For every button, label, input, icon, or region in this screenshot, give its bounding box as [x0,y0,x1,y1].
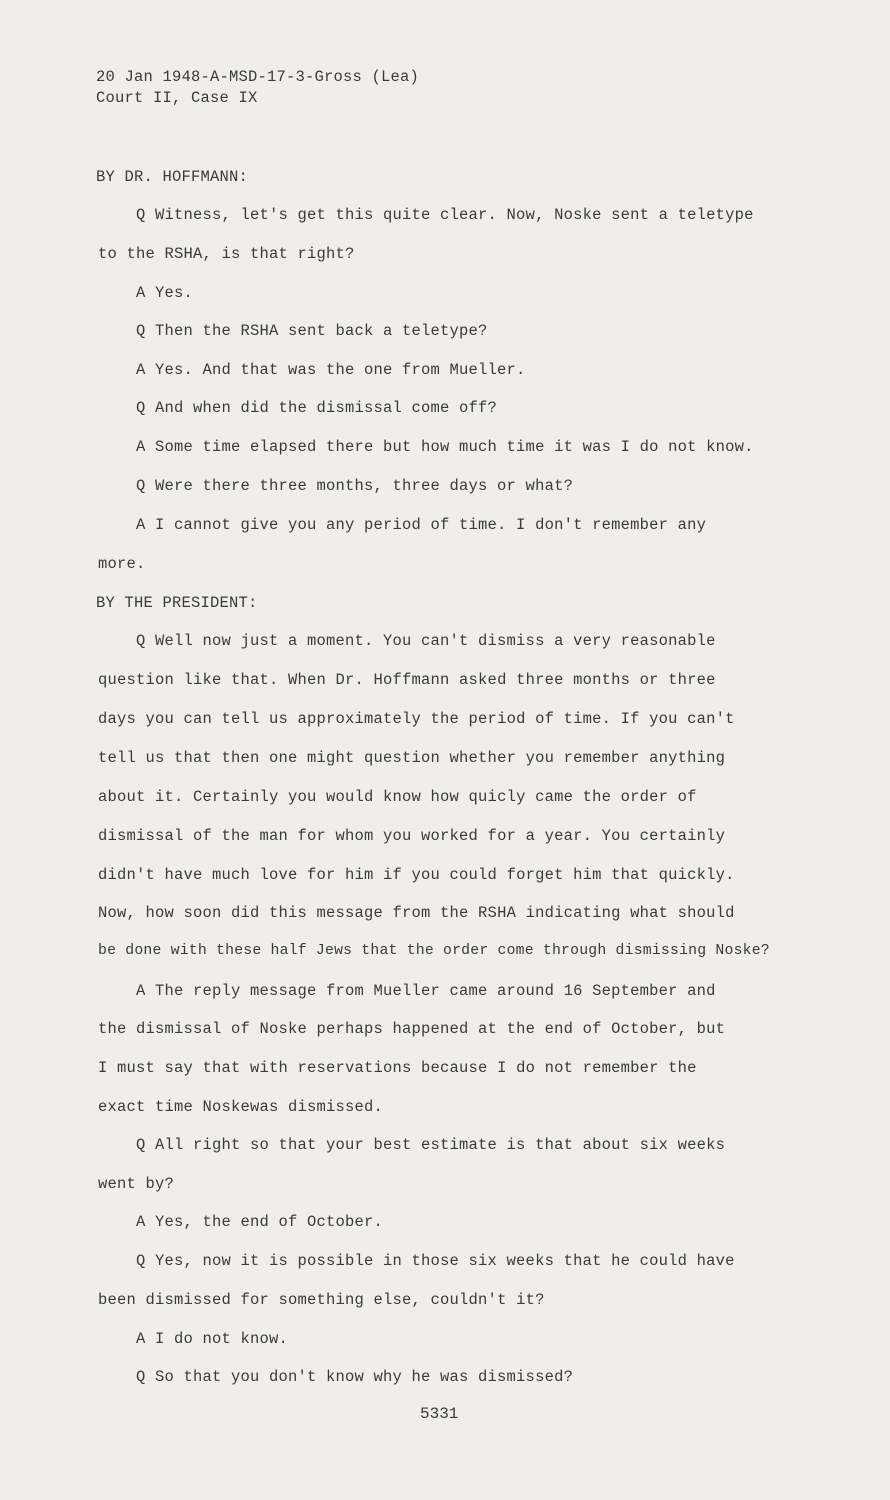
text-line: dismissal of the man for whom you worked for a year. You certainly [98,827,726,845]
text-line: Q So that you don't know why he was dismissed? [136,1368,574,1386]
text-line: I must say that with reservations because I do not remember the [98,1059,697,1077]
text-line: days you can tell us approximately the period of time. If you can't [98,710,735,728]
text-line: Q Were there three months, three days or what? [136,477,574,495]
text-line: tell us that then one might question whether you remember anything [98,749,726,767]
text-line: Q Yes, now it is possible in those six weeks that he could have [136,1252,735,1270]
speaker-heading: BY THE PRESIDENT: [96,594,258,612]
text-line: the dismissal of Noske perhaps happened at the end of October, but [98,1020,726,1038]
header-line-2: Court II, Case IX [96,89,258,107]
text-line: went by? [98,1175,175,1193]
header-line-1: 20 Jan 1948-A-MSD-17-3-Gross (Lea) [96,68,420,86]
text-line: A Yes. And that was the one from Mueller. [136,361,526,379]
page-number: 5331 [420,1405,459,1423]
text-line: Q Well now just a moment. You can't dismiss a very reasonable [136,632,716,650]
text-line: Q And when did the dismissal come off? [136,399,498,417]
text-line: more. [98,555,146,573]
text-line: A I do not know. [136,1330,289,1348]
text-line: A Yes. [136,284,194,302]
text-line: Q Witness, let's get this quite clear. Now, Noske sent a teletype [136,206,754,224]
text-line: didn't have much love for him if you could forget him that quickly. [98,866,735,884]
text-line: A Yes, the end of October. [136,1213,384,1231]
text-line: about it. Certainly you would know how quicly came the order of [98,788,697,806]
text-line: A I cannot give you any period of time. I don't remember any [136,516,707,534]
text-line: been dismissed for something else, couldn't it? [98,1291,545,1309]
text-line: be done with these half Jews that the order come through dismissing Noske? [98,943,770,959]
text-line: A The reply message from Mueller came around 16 September and [136,982,716,1000]
text-line: to the RSHA, is that right? [98,245,355,263]
text-line: Q Then the RSHA sent back a teletype? [136,322,488,340]
text-line: exact time Noskewas dismissed. [98,1098,384,1116]
text-line: Now, how soon did this message from the RSHA indicating what should [98,904,735,922]
text-line: A Some time elapsed there but how much time it was I do not know. [136,438,754,456]
speaker-heading: BY DR. HOFFMANN: [96,168,249,186]
text-line: Q All right so that your best estimate is that about six weeks [136,1136,726,1154]
text-line: question like that. When Dr. Hoffmann asked three months or three [98,671,716,689]
